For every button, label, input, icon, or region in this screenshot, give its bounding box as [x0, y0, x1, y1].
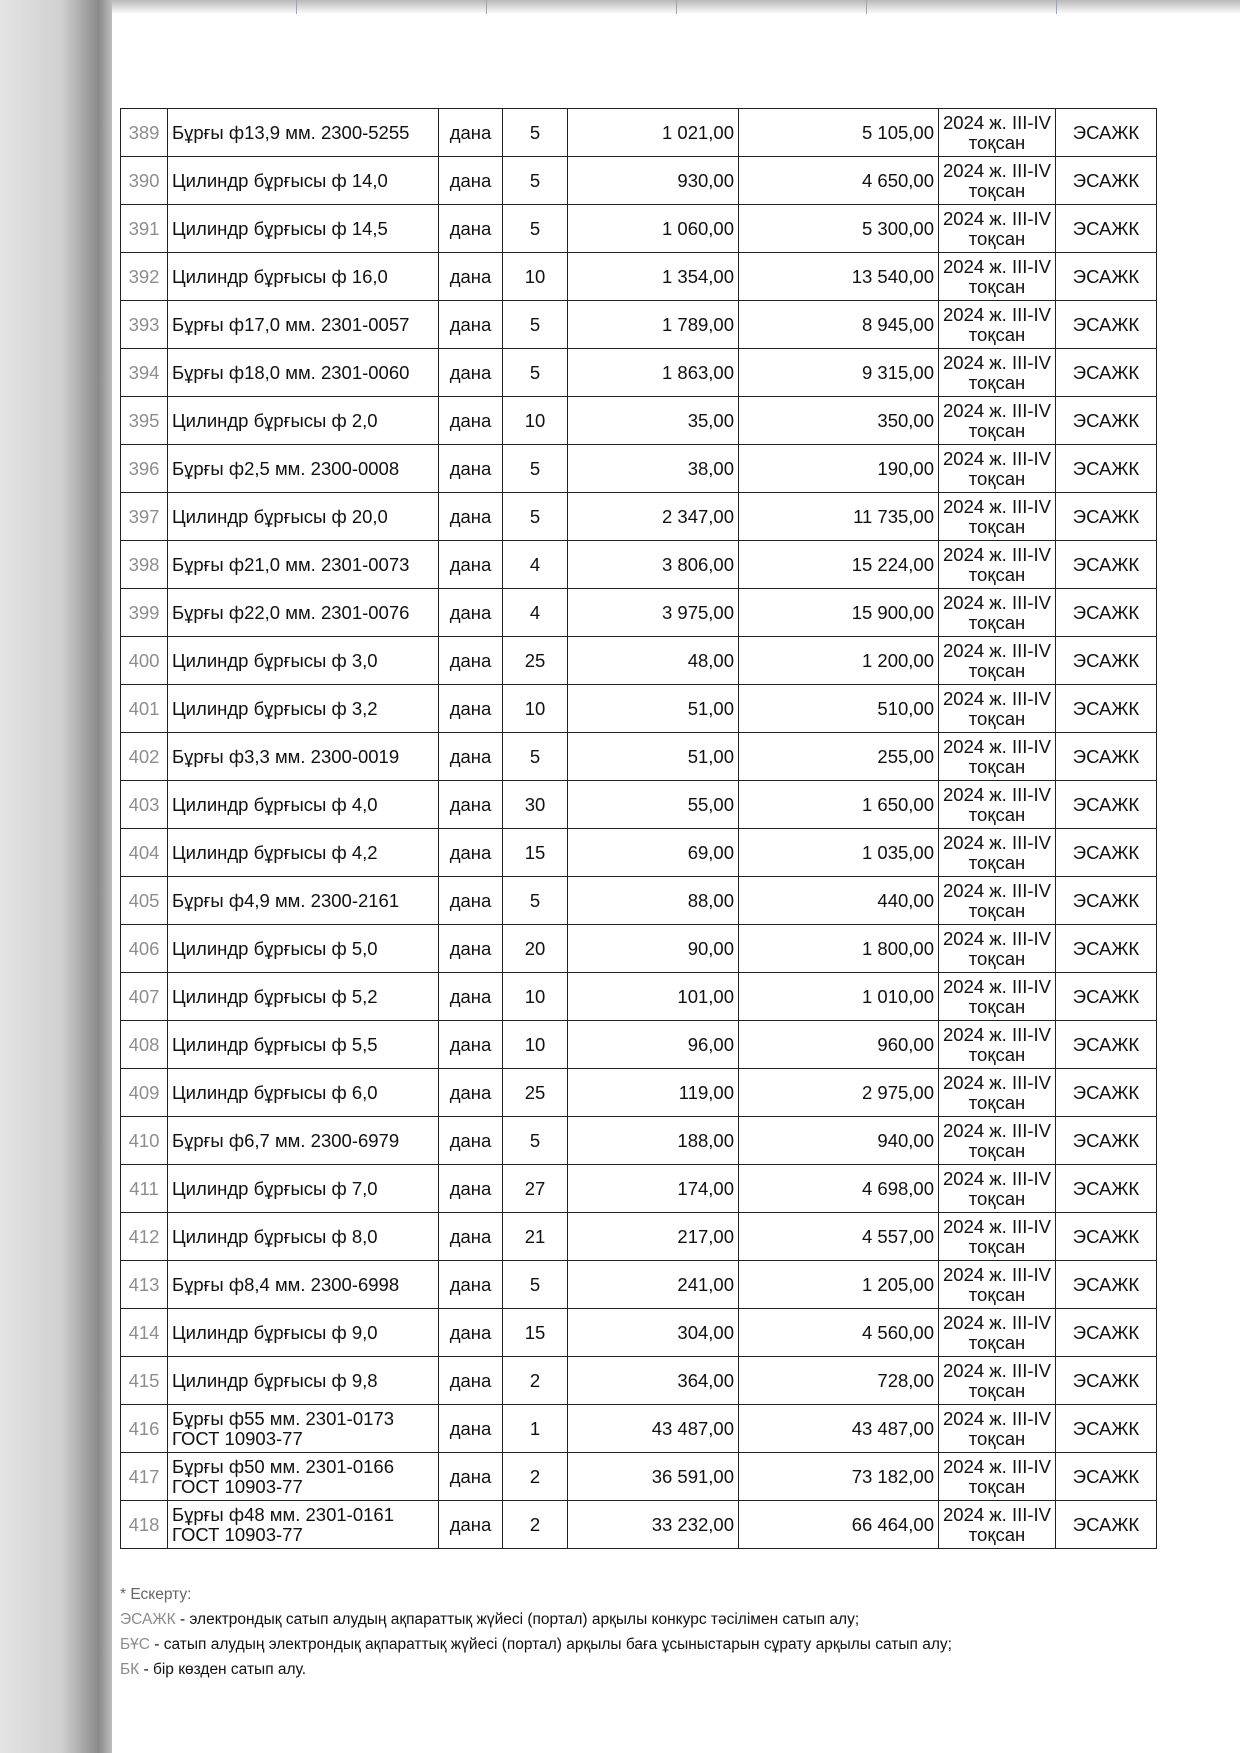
- row-number-cell: 409: [121, 1069, 168, 1117]
- row-number-cell: 408: [121, 1021, 168, 1069]
- row-number-cell: 396: [121, 445, 168, 493]
- unit-of-measure-cell: дана: [439, 925, 503, 973]
- delivery-period-cell: 2024 ж. III-IV тоқсан: [939, 1405, 1056, 1453]
- table-row: [121, 1069, 1157, 1117]
- item-name-cell: Цилиндр бұрғысы ф 7,0: [168, 1165, 439, 1213]
- quantity-cell: 15: [503, 829, 568, 877]
- quantity-cell: 5: [503, 301, 568, 349]
- procurement-method-cell: ЭСАЖК: [1056, 397, 1157, 445]
- total-amount-cell: 43 487,00: [739, 1405, 939, 1453]
- row-number-cell: 390: [121, 157, 168, 205]
- procurement-method-cell: ЭСАЖК: [1056, 829, 1157, 877]
- item-name-cell: Бұрғы ф13,9 мм. 2300-5255: [168, 109, 439, 157]
- unit-of-measure-cell: дана: [439, 1165, 503, 1213]
- unit-price-cell: 38,00: [568, 445, 739, 493]
- item-name-cell: Цилиндр бұрғысы ф 5,2: [168, 973, 439, 1021]
- unit-price-cell: 43 487,00: [568, 1405, 739, 1453]
- note-text: - электрондық сатып алудың ақпараттық жүйесі (портал) арқылы конкурс тәсілімен сатып алу;: [175, 1611, 860, 1628]
- item-name-cell: Бұрғы ф55 мм. 2301-0173 ГОСТ 10903-77: [168, 1405, 439, 1453]
- unit-of-measure-cell: дана: [439, 1117, 503, 1165]
- quantity-cell: 5: [503, 1117, 568, 1165]
- row-number-cell: 392: [121, 253, 168, 301]
- table-row: [121, 1213, 1157, 1261]
- unit-price-cell: 188,00: [568, 1117, 739, 1165]
- quantity-cell: 5: [503, 109, 568, 157]
- unit-of-measure-cell: дана: [439, 1309, 503, 1357]
- unit-of-measure-cell: дана: [439, 829, 503, 877]
- table-row: [121, 1309, 1157, 1357]
- procurement-method-cell: ЭСАЖК: [1056, 1213, 1157, 1261]
- total-amount-cell: 728,00: [739, 1357, 939, 1405]
- delivery-period-cell: 2024 ж. III-IV тоқсан: [939, 1069, 1056, 1117]
- row-number-cell: 397: [121, 493, 168, 541]
- note-text: - бір көзден сатып алу.: [139, 1661, 307, 1678]
- table-row: [121, 541, 1157, 589]
- item-name-cell: Цилиндр бұрғысы ф 5,0: [168, 925, 439, 973]
- unit-of-measure-cell: дана: [439, 1453, 503, 1501]
- table-row: [121, 349, 1157, 397]
- row-number-cell: 389: [121, 109, 168, 157]
- scan-mark: [1056, 0, 1057, 14]
- quantity-cell: 15: [503, 1309, 568, 1357]
- table-row: [121, 445, 1157, 493]
- unit-price-cell: 51,00: [568, 733, 739, 781]
- row-number-cell: 411: [121, 1165, 168, 1213]
- item-name-cell: Бұрғы ф17,0 мм. 2301-0057: [168, 301, 439, 349]
- item-name-cell: Бұрғы ф50 мм. 2301-0166 ГОСТ 10903-77: [168, 1453, 439, 1501]
- quantity-cell: 4: [503, 541, 568, 589]
- unit-price-cell: 55,00: [568, 781, 739, 829]
- item-name-cell: Цилиндр бұрғысы ф 3,0: [168, 637, 439, 685]
- unit-of-measure-cell: дана: [439, 973, 503, 1021]
- note-item: [120, 1657, 1220, 1682]
- note-item: [120, 1607, 1220, 1632]
- procurement-method-cell: ЭСАЖК: [1056, 973, 1157, 1021]
- row-number-cell: 413: [121, 1261, 168, 1309]
- item-name-cell: Цилиндр бұрғысы ф 20,0: [168, 493, 439, 541]
- scan-mark: [676, 0, 677, 14]
- procurement-method-cell: ЭСАЖК: [1056, 205, 1157, 253]
- total-amount-cell: 1 205,00: [739, 1261, 939, 1309]
- total-amount-cell: 1 650,00: [739, 781, 939, 829]
- procurement-method-cell: ЭСАЖК: [1056, 109, 1157, 157]
- table-row: [121, 253, 1157, 301]
- quantity-cell: 5: [503, 157, 568, 205]
- quantity-cell: 5: [503, 205, 568, 253]
- table-row: [121, 1261, 1157, 1309]
- item-name-cell: Цилиндр бұрғысы ф 3,2: [168, 685, 439, 733]
- table-row: [121, 109, 1157, 157]
- unit-price-cell: 3 975,00: [568, 589, 739, 637]
- procurement-method-cell: ЭСАЖК: [1056, 541, 1157, 589]
- unit-of-measure-cell: дана: [439, 445, 503, 493]
- quantity-cell: 2: [503, 1357, 568, 1405]
- total-amount-cell: 15 900,00: [739, 589, 939, 637]
- total-amount-cell: 1 010,00: [739, 973, 939, 1021]
- table-row: [121, 1405, 1157, 1453]
- delivery-period-cell: 2024 ж. III-IV тоқсан: [939, 925, 1056, 973]
- row-number-cell: 394: [121, 349, 168, 397]
- table-row: [121, 925, 1157, 973]
- scan-binding-shadow: [0, 0, 112, 1753]
- table-row: [121, 397, 1157, 445]
- delivery-period-cell: 2024 ж. III-IV тоқсан: [939, 685, 1056, 733]
- table-row: [121, 1501, 1157, 1549]
- item-name-cell: Бұрғы ф3,3 мм. 2300-0019: [168, 733, 439, 781]
- delivery-period-cell: 2024 ж. III-IV тоқсан: [939, 781, 1056, 829]
- unit-of-measure-cell: дана: [439, 1501, 503, 1549]
- quantity-cell: 10: [503, 685, 568, 733]
- procurement-method-cell: ЭСАЖК: [1056, 589, 1157, 637]
- total-amount-cell: 4 560,00: [739, 1309, 939, 1357]
- row-number-cell: 416: [121, 1405, 168, 1453]
- total-amount-cell: 9 315,00: [739, 349, 939, 397]
- scan-mark: [296, 0, 297, 14]
- quantity-cell: 21: [503, 1213, 568, 1261]
- row-number-cell: 404: [121, 829, 168, 877]
- row-number-cell: 391: [121, 205, 168, 253]
- unit-price-cell: 930,00: [568, 157, 739, 205]
- unit-price-cell: 48,00: [568, 637, 739, 685]
- note-abbreviation: БК: [120, 1661, 140, 1678]
- quantity-cell: 5: [503, 733, 568, 781]
- item-name-cell: Цилиндр бұрғысы ф 14,0: [168, 157, 439, 205]
- total-amount-cell: 15 224,00: [739, 541, 939, 589]
- procurement-method-cell: ЭСАЖК: [1056, 781, 1157, 829]
- unit-price-cell: 90,00: [568, 925, 739, 973]
- quantity-cell: 10: [503, 973, 568, 1021]
- row-number-cell: 398: [121, 541, 168, 589]
- note-abbreviation: БҰС: [120, 1636, 150, 1653]
- delivery-period-cell: 2024 ж. III-IV тоқсан: [939, 1357, 1056, 1405]
- delivery-period-cell: 2024 ж. III-IV тоқсан: [939, 109, 1056, 157]
- row-number-cell: 402: [121, 733, 168, 781]
- delivery-period-cell: 2024 ж. III-IV тоқсан: [939, 973, 1056, 1021]
- quantity-cell: 25: [503, 1069, 568, 1117]
- unit-price-cell: 101,00: [568, 973, 739, 1021]
- unit-price-cell: 3 806,00: [568, 541, 739, 589]
- quantity-cell: 25: [503, 637, 568, 685]
- delivery-period-cell: 2024 ж. III-IV тоқсан: [939, 1453, 1056, 1501]
- quantity-cell: 10: [503, 253, 568, 301]
- quantity-cell: 30: [503, 781, 568, 829]
- table-row: [121, 877, 1157, 925]
- table-row: [121, 733, 1157, 781]
- quantity-cell: 2: [503, 1501, 568, 1549]
- unit-of-measure-cell: дана: [439, 1261, 503, 1309]
- procurement-method-cell: ЭСАЖК: [1056, 1501, 1157, 1549]
- row-number-cell: 414: [121, 1309, 168, 1357]
- procurement-method-cell: ЭСАЖК: [1056, 1165, 1157, 1213]
- table-row: [121, 1357, 1157, 1405]
- unit-of-measure-cell: дана: [439, 733, 503, 781]
- procurement-method-cell: ЭСАЖК: [1056, 1117, 1157, 1165]
- item-name-cell: Цилиндр бұрғысы ф 4,0: [168, 781, 439, 829]
- unit-price-cell: 69,00: [568, 829, 739, 877]
- item-name-cell: Бұрғы ф48 мм. 2301-0161 ГОСТ 10903-77: [168, 1501, 439, 1549]
- table-row: [121, 301, 1157, 349]
- unit-of-measure-cell: дана: [439, 637, 503, 685]
- table-row: [121, 1021, 1157, 1069]
- row-number-cell: 407: [121, 973, 168, 1021]
- row-number-cell: 418: [121, 1501, 168, 1549]
- quantity-cell: 1: [503, 1405, 568, 1453]
- total-amount-cell: 2 975,00: [739, 1069, 939, 1117]
- delivery-period-cell: 2024 ж. III-IV тоқсан: [939, 253, 1056, 301]
- item-name-cell: Цилиндр бұрғысы ф 6,0: [168, 1069, 439, 1117]
- item-name-cell: Цилиндр бұрғысы ф 8,0: [168, 1213, 439, 1261]
- unit-price-cell: 241,00: [568, 1261, 739, 1309]
- notes-section: [120, 1582, 1220, 1682]
- procurement-method-cell: ЭСАЖК: [1056, 1069, 1157, 1117]
- unit-price-cell: 304,00: [568, 1309, 739, 1357]
- row-number-cell: 395: [121, 397, 168, 445]
- delivery-period-cell: 2024 ж. III-IV тоқсан: [939, 1261, 1056, 1309]
- unit-price-cell: 1 060,00: [568, 205, 739, 253]
- note-item: [120, 1632, 1220, 1657]
- item-name-cell: Цилиндр бұрғысы ф 9,8: [168, 1357, 439, 1405]
- row-number-cell: 406: [121, 925, 168, 973]
- total-amount-cell: 350,00: [739, 397, 939, 445]
- unit-of-measure-cell: дана: [439, 1213, 503, 1261]
- delivery-period-cell: 2024 ж. III-IV тоқсан: [939, 397, 1056, 445]
- quantity-cell: 5: [503, 877, 568, 925]
- delivery-period-cell: 2024 ж. III-IV тоқсан: [939, 445, 1056, 493]
- quantity-cell: 2: [503, 1453, 568, 1501]
- unit-of-measure-cell: дана: [439, 685, 503, 733]
- procurement-method-cell: ЭСАЖК: [1056, 1021, 1157, 1069]
- note-text: - сатып алудың электрондық ақпараттық жүйесі (портал) арқылы баға ұсыныстарын сұрату арқылы сатып алу;: [150, 1636, 952, 1653]
- procurement-method-cell: ЭСАЖК: [1056, 445, 1157, 493]
- delivery-period-cell: 2024 ж. III-IV тоқсан: [939, 1117, 1056, 1165]
- row-number-cell: 417: [121, 1453, 168, 1501]
- quantity-cell: 27: [503, 1165, 568, 1213]
- item-name-cell: Цилиндр бұрғысы ф 2,0: [168, 397, 439, 445]
- item-name-cell: Цилиндр бұрғысы ф 9,0: [168, 1309, 439, 1357]
- total-amount-cell: 8 945,00: [739, 301, 939, 349]
- page-top-edge: [0, 0, 1240, 14]
- item-name-cell: Бұрғы ф4,9 мм. 2300-2161: [168, 877, 439, 925]
- delivery-period-cell: 2024 ж. III-IV тоқсан: [939, 1213, 1056, 1261]
- total-amount-cell: 5 300,00: [739, 205, 939, 253]
- unit-price-cell: 1 354,00: [568, 253, 739, 301]
- total-amount-cell: 190,00: [739, 445, 939, 493]
- unit-price-cell: 51,00: [568, 685, 739, 733]
- unit-price-cell: 174,00: [568, 1165, 739, 1213]
- unit-price-cell: 217,00: [568, 1213, 739, 1261]
- procurement-method-cell: ЭСАЖК: [1056, 733, 1157, 781]
- row-number-cell: 393: [121, 301, 168, 349]
- procurement-method-cell: ЭСАЖК: [1056, 877, 1157, 925]
- delivery-period-cell: 2024 ж. III-IV тоқсан: [939, 589, 1056, 637]
- scan-mark: [866, 0, 867, 14]
- table-row: [121, 637, 1157, 685]
- table-row: [121, 493, 1157, 541]
- row-number-cell: 412: [121, 1213, 168, 1261]
- item-name-cell: Цилиндр бұрғысы ф 5,5: [168, 1021, 439, 1069]
- item-name-cell: Цилиндр бұрғысы ф 16,0: [168, 253, 439, 301]
- total-amount-cell: 11 735,00: [739, 493, 939, 541]
- unit-price-cell: 35,00: [568, 397, 739, 445]
- total-amount-cell: 440,00: [739, 877, 939, 925]
- unit-price-cell: 88,00: [568, 877, 739, 925]
- delivery-period-cell: 2024 ж. III-IV тоқсан: [939, 1021, 1056, 1069]
- row-number-cell: 399: [121, 589, 168, 637]
- table-row: [121, 973, 1157, 1021]
- unit-of-measure-cell: дана: [439, 253, 503, 301]
- delivery-period-cell: 2024 ж. III-IV тоқсан: [939, 157, 1056, 205]
- delivery-period-cell: 2024 ж. III-IV тоқсан: [939, 493, 1056, 541]
- total-amount-cell: 5 105,00: [739, 109, 939, 157]
- total-amount-cell: 73 182,00: [739, 1453, 939, 1501]
- delivery-period-cell: 2024 ж. III-IV тоқсан: [939, 349, 1056, 397]
- delivery-period-cell: 2024 ж. III-IV тоқсан: [939, 829, 1056, 877]
- item-name-cell: Цилиндр бұрғысы ф 14,5: [168, 205, 439, 253]
- delivery-period-cell: 2024 ж. III-IV тоқсан: [939, 637, 1056, 685]
- table-row: [121, 205, 1157, 253]
- quantity-cell: 10: [503, 397, 568, 445]
- total-amount-cell: 255,00: [739, 733, 939, 781]
- quantity-cell: 20: [503, 925, 568, 973]
- procurement-method-cell: ЭСАЖК: [1056, 1453, 1157, 1501]
- unit-price-cell: 33 232,00: [568, 1501, 739, 1549]
- unit-price-cell: 2 347,00: [568, 493, 739, 541]
- quantity-cell: 5: [503, 493, 568, 541]
- delivery-period-cell: 2024 ж. III-IV тоқсан: [939, 205, 1056, 253]
- quantity-cell: 5: [503, 1261, 568, 1309]
- unit-of-measure-cell: дана: [439, 541, 503, 589]
- procurement-method-cell: ЭСАЖК: [1056, 1309, 1157, 1357]
- unit-of-measure-cell: дана: [439, 493, 503, 541]
- item-name-cell: Бұрғы ф2,5 мм. 2300-0008: [168, 445, 439, 493]
- delivery-period-cell: 2024 ж. III-IV тоқсан: [939, 541, 1056, 589]
- row-number-cell: 401: [121, 685, 168, 733]
- total-amount-cell: 940,00: [739, 1117, 939, 1165]
- table-row: [121, 829, 1157, 877]
- delivery-period-cell: 2024 ж. III-IV тоқсан: [939, 1309, 1056, 1357]
- unit-of-measure-cell: дана: [439, 205, 503, 253]
- unit-price-cell: 1 863,00: [568, 349, 739, 397]
- procurement-method-cell: ЭСАЖК: [1056, 349, 1157, 397]
- total-amount-cell: 1 800,00: [739, 925, 939, 973]
- unit-of-measure-cell: дана: [439, 397, 503, 445]
- quantity-cell: 4: [503, 589, 568, 637]
- item-name-cell: Бұрғы ф22,0 мм. 2301-0076: [168, 589, 439, 637]
- item-name-cell: Бұрғы ф18,0 мм. 2301-0060: [168, 349, 439, 397]
- procurement-table: [120, 108, 1157, 1549]
- unit-of-measure-cell: дана: [439, 1405, 503, 1453]
- total-amount-cell: 510,00: [739, 685, 939, 733]
- unit-of-measure-cell: дана: [439, 157, 503, 205]
- total-amount-cell: 1 035,00: [739, 829, 939, 877]
- unit-price-cell: 1 789,00: [568, 301, 739, 349]
- procurement-method-cell: ЭСАЖК: [1056, 493, 1157, 541]
- unit-of-measure-cell: дана: [439, 301, 503, 349]
- procurement-method-cell: ЭСАЖК: [1056, 1261, 1157, 1309]
- quantity-cell: 5: [503, 445, 568, 493]
- unit-price-cell: 1 021,00: [568, 109, 739, 157]
- delivery-period-cell: 2024 ж. III-IV тоқсан: [939, 1165, 1056, 1213]
- procurement-method-cell: ЭСАЖК: [1056, 925, 1157, 973]
- unit-of-measure-cell: дана: [439, 589, 503, 637]
- unit-price-cell: 364,00: [568, 1357, 739, 1405]
- procurement-method-cell: ЭСАЖК: [1056, 253, 1157, 301]
- procurement-method-cell: ЭСАЖК: [1056, 1405, 1157, 1453]
- row-number-cell: 415: [121, 1357, 168, 1405]
- unit-price-cell: 96,00: [568, 1021, 739, 1069]
- table-row: [121, 685, 1157, 733]
- quantity-cell: 5: [503, 349, 568, 397]
- item-name-cell: Бұрғы ф21,0 мм. 2301-0073: [168, 541, 439, 589]
- unit-of-measure-cell: дана: [439, 1021, 503, 1069]
- unit-of-measure-cell: дана: [439, 1357, 503, 1405]
- delivery-period-cell: 2024 ж. III-IV тоқсан: [939, 877, 1056, 925]
- procurement-table-body: [121, 109, 1157, 1549]
- unit-of-measure-cell: дана: [439, 349, 503, 397]
- unit-of-measure-cell: дана: [439, 1069, 503, 1117]
- item-name-cell: Бұрғы ф6,7 мм. 2300-6979: [168, 1117, 439, 1165]
- scan-mark: [486, 0, 487, 14]
- row-number-cell: 405: [121, 877, 168, 925]
- delivery-period-cell: 2024 ж. III-IV тоқсан: [939, 733, 1056, 781]
- procurement-method-cell: ЭСАЖК: [1056, 637, 1157, 685]
- table-row: [121, 781, 1157, 829]
- row-number-cell: 400: [121, 637, 168, 685]
- unit-of-measure-cell: дана: [439, 109, 503, 157]
- note-abbreviation: ЭСАЖК: [120, 1611, 176, 1628]
- total-amount-cell: 4 650,00: [739, 157, 939, 205]
- total-amount-cell: 960,00: [739, 1021, 939, 1069]
- total-amount-cell: 4 698,00: [739, 1165, 939, 1213]
- table-row: [121, 1117, 1157, 1165]
- quantity-cell: 10: [503, 1021, 568, 1069]
- table-row: [121, 589, 1157, 637]
- total-amount-cell: 1 200,00: [739, 637, 939, 685]
- delivery-period-cell: 2024 ж. III-IV тоқсан: [939, 301, 1056, 349]
- notes-title: * Ескерту:: [120, 1586, 192, 1603]
- total-amount-cell: 13 540,00: [739, 253, 939, 301]
- row-number-cell: 403: [121, 781, 168, 829]
- table-row: [121, 1453, 1157, 1501]
- total-amount-cell: 66 464,00: [739, 1501, 939, 1549]
- unit-of-measure-cell: дана: [439, 877, 503, 925]
- unit-price-cell: 119,00: [568, 1069, 739, 1117]
- row-number-cell: 410: [121, 1117, 168, 1165]
- table-row: [121, 157, 1157, 205]
- table-row: [121, 1165, 1157, 1213]
- procurement-method-cell: ЭСАЖК: [1056, 301, 1157, 349]
- item-name-cell: Бұрғы ф8,4 мм. 2300-6998: [168, 1261, 439, 1309]
- item-name-cell: Цилиндр бұрғысы ф 4,2: [168, 829, 439, 877]
- procurement-method-cell: ЭСАЖК: [1056, 157, 1157, 205]
- unit-price-cell: 36 591,00: [568, 1453, 739, 1501]
- procurement-method-cell: ЭСАЖК: [1056, 685, 1157, 733]
- unit-of-measure-cell: дана: [439, 781, 503, 829]
- delivery-period-cell: 2024 ж. III-IV тоқсан: [939, 1501, 1056, 1549]
- total-amount-cell: 4 557,00: [739, 1213, 939, 1261]
- procurement-method-cell: ЭСАЖК: [1056, 1357, 1157, 1405]
